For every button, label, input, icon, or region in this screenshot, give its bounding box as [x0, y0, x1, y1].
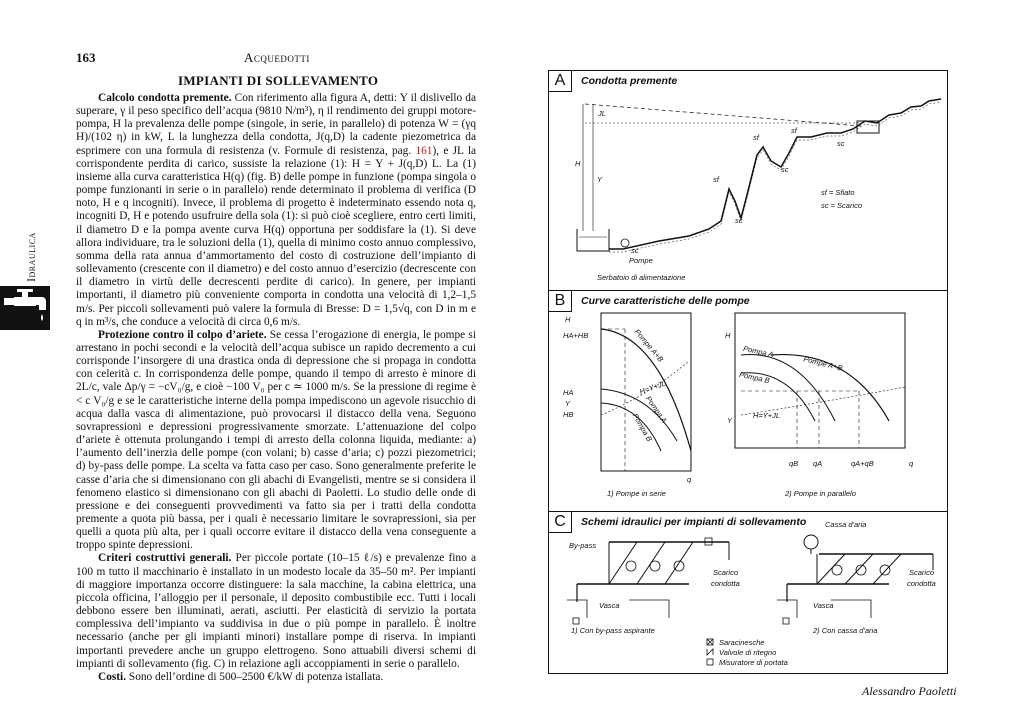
- label-condotta: condotta: [907, 579, 936, 588]
- label-sf: sf: [791, 126, 797, 135]
- author-signature: Alessandro Paoletti: [862, 684, 957, 698]
- panel-b-title: Curve caratteristiche delle pompe: [581, 295, 750, 307]
- curve-label-a: Pompa A: [643, 394, 669, 425]
- tick-qb: qB: [789, 459, 799, 468]
- legend-sc: sc = Scarico: [821, 201, 863, 210]
- figure: [548, 70, 948, 674]
- paragraph-costi: [76, 671, 476, 684]
- line-label: H=Y+JL: [638, 378, 667, 397]
- tick-qa: qA: [813, 459, 823, 468]
- tick-y: Y: [727, 416, 733, 425]
- panel-c-title: Schemi idraulici per impianti di sollevamento: [581, 516, 807, 528]
- label-jl: JL: [598, 109, 606, 118]
- label-scarico: Scarico: [909, 568, 935, 577]
- side-tab: [0, 286, 50, 330]
- label-scarico: Scarico: [713, 568, 739, 577]
- label-sc: sc: [837, 139, 845, 148]
- tick-ha: HA: [563, 388, 574, 397]
- curve-label-b: Pompa B: [630, 411, 655, 444]
- label-vasca: Vasca: [813, 601, 834, 610]
- label-vasca: Vasca: [599, 601, 620, 610]
- label-h: H: [575, 159, 581, 168]
- label-sc: sc: [631, 246, 639, 255]
- axis-h: H: [725, 331, 731, 340]
- caption-c1: 1) Con by-pass aspirante: [571, 626, 655, 635]
- curve-label-ab: Pompe A+B: [632, 327, 666, 364]
- label-sc: sc: [735, 216, 743, 225]
- label-pompe: Pompe: [629, 256, 653, 265]
- paragraph-text: ), e JL la corrispondente perdita di carico, sussiste la relazione (1): H = Y + J(q,D) L. La (1) insieme alla curva caratteristica H(q) (fig. B) delle pompe in funzione (pompa singola o pompe funzionanti in serie o in parallelo) rende determinato il problema di verifica (D noto, H e q incogniti). Invece, il problema di progetto è indeterminato essendo nota q, incogniti D, H e potendo usufruire della sola (1): si può cioè scegliere, entro certi limiti, il diametro D e la pompa avente curva H(q) opportuna per soddisfare la (1). Si deve allora individuare, tra le soluzioni della (1), quella di minimo costo annuo complessivo, somma della rata annua d’ammortamento del costo di costruzione dell’impianto di sollevamento (crescente con il diametro) e del costo annuo d’esercizio (decrescente con il diametro in virtù delle decrescenti perdite di carico). In genere, per impianti importanti, il diametro più conveniente comporta in condotta una velocità di 1,2–1,5 m/s. Per piccoli sollevamenti può valere la formula di Bresse: D = 1,5√q, con D in m e q in m³/s, che conduce a velocità di circa 0,6 m/s.: [76, 144, 477, 328]
- curve-label-ab: Pompe A+B: [802, 354, 844, 373]
- side-label: [16, 226, 46, 286]
- panel-a-diagram: [549, 71, 947, 289]
- legend-saracinesche: Saracinesche: [719, 638, 765, 647]
- panel-b-diagram: [549, 291, 947, 513]
- legend-misuratore: Misuratore di portata: [719, 658, 788, 667]
- section-title: IMPIANTI DI SOLLEVAMENTO: [178, 73, 379, 88]
- axis-q: q: [687, 475, 692, 484]
- paragraph-protezione: [76, 329, 476, 553]
- caption-b1: 1) Pompe in serie: [607, 489, 666, 498]
- paragraph-text: Con riferimento alla figura A, detti: Y il dislivello da superare, γ il peso specifico dell’acqua (9810 N/m³), η il rendimento dei gruppi motore-pompa, H la prevalenza delle pompe (singole, in serie, in parallelo) di potenza W = (γq H)/(102 η) in kW, L la lunghezza della condotta, J(q,D) la cadente piezometrica da esprimere con una formula di resistenza (v. Formule di resistenza, pag.: [76, 92, 476, 157]
- panel-a-letter: A: [549, 71, 572, 92]
- panel-a-title: Condotta premente: [581, 75, 678, 87]
- page-reference-link[interactable]: 161: [415, 144, 433, 157]
- panel-b-letter: B: [549, 291, 572, 312]
- caption-c2: 2) Con cassa d'aria: [813, 626, 878, 635]
- axis-h: H: [565, 315, 571, 324]
- paragraph-calcolo: [76, 92, 476, 329]
- label-sc: sc: [781, 165, 789, 174]
- paragraph-text: Se cessa l’erogazione di energia, le pompe si arrestano in pochi secondi e la velocità dell’acqua subisce un rapido decremento a cui corrisponde l’insorgere di una drastica onda di depressione che si propaga in condotta con celerità c. In corrispondenza delle pompe, quando il tempo di arresto è minore di 2L/c, vale Δp/γ = −cV₀/g, e cioè −100 V₀ per c ≃ 1000 m/s. Se la pressione di regime è < c V₀/g e se le caratteristiche interne della pompa impediscono un agevole risucchio di acqua dalla vasca di alimentazione, può provocarsi il distacco della vena. Seguono sovrapressioni e depressioni progressivamente smorzate. L’attenuazione del colpo d’ariete è ottenuta prolungando i tempi di arresto della colonna liquida, mediante: a) l’aumento dell’inerzia delle pompe (con volani; b) casse d’aria; c) pozzi piezometrici; d) by-pass delle pompe. La scelta va fatta caso per caso. Sono generalmente preferite le casse d’aria che si dimensionano con gli abachi di Evangelisti, mentre se si considera il fenomeno elastico si dimensionano con gli abachi di Paoletti. Lo studio delle onde di pressione e dei conseguenti provvedimenti va fatto sia per i tratti della condotta premente a quota più bassa, per i quali è necessario limitare le sovrapressioni, sia per quelli a quota più alta, per i quali occorre evitare il distacco della vena conseguente a troppo spinte depressioni.: [76, 328, 476, 552]
- panel-c-letter: C: [549, 512, 572, 533]
- label-bypass: By-pass: [569, 541, 597, 550]
- paragraph-criteri: [76, 552, 476, 670]
- paragraph-text: Sono dell’ordine di 500–2500 €/kW di potenza istallata.: [126, 670, 384, 683]
- body-text: [76, 92, 476, 684]
- runin-heading: Costi.: [98, 670, 127, 683]
- curve-label-a: Pompa A: [742, 343, 775, 360]
- label-sf: sf: [713, 175, 719, 184]
- legend-sf: sf = Sfiato: [821, 188, 855, 197]
- caption-b2: 2) Pompe in parallelo: [785, 489, 856, 498]
- faucet-icon: [0, 286, 50, 330]
- legend-valvole: Valvole di ritegno: [719, 648, 777, 657]
- running-head: Acquedotti: [244, 50, 310, 65]
- line-label: H=Y+JL: [753, 411, 781, 420]
- paragraph-text: Per piccole portate (10–15 ℓ/s) e prevalenze fino a 100 m tutto il macchinario è installato in un modesto locale da 35–50 m². Per impianti di maggiore importanza occorre distinguere: la sala macchine, la cabina elettrica, una piccola officina, l’alloggio per il personale, il deposito combustibile ecc. Tutti i locali debbono essere ben illuminati, aerati, asciutti. Per elasticità di servizio la portata complessiva dell’impianto va suddivisa in due o più pompe in parallelo. È inoltre necessario (anche per gli impianti minori) installare pompe di riserva. In impianti importanti prevedere anche un gruppo elettrogeno. Sono attuabili diversi schemi di impianti di sollevamento (fig. C) in relazione agli accoppiamenti in serie o parallelo.: [76, 552, 476, 670]
- page-number: 163: [76, 50, 96, 65]
- axis-q: q: [909, 459, 914, 468]
- label-sf: sf: [753, 133, 759, 142]
- label-serbatoio: Serbatoio di alimentazione: [597, 273, 686, 282]
- label-y: Y: [597, 175, 603, 184]
- label-cassa: Cassa d'aria: [825, 520, 867, 529]
- runin-heading: Criteri costruttivi generali.: [98, 552, 232, 565]
- tick-qab: qA+qB: [851, 459, 874, 468]
- tick-y: Y: [565, 399, 571, 408]
- runin-heading: Calcolo condotta premente.: [98, 92, 232, 104]
- curve-label-b: Pompa B: [738, 369, 771, 386]
- side-label-text: Idraulica: [24, 232, 38, 282]
- label-condotta: condotta: [711, 579, 740, 588]
- runin-heading: Protezione contro il colpo d’ariete.: [98, 328, 267, 341]
- tick-hb: HB: [563, 410, 574, 419]
- tick-hab: HA+HB: [563, 331, 589, 340]
